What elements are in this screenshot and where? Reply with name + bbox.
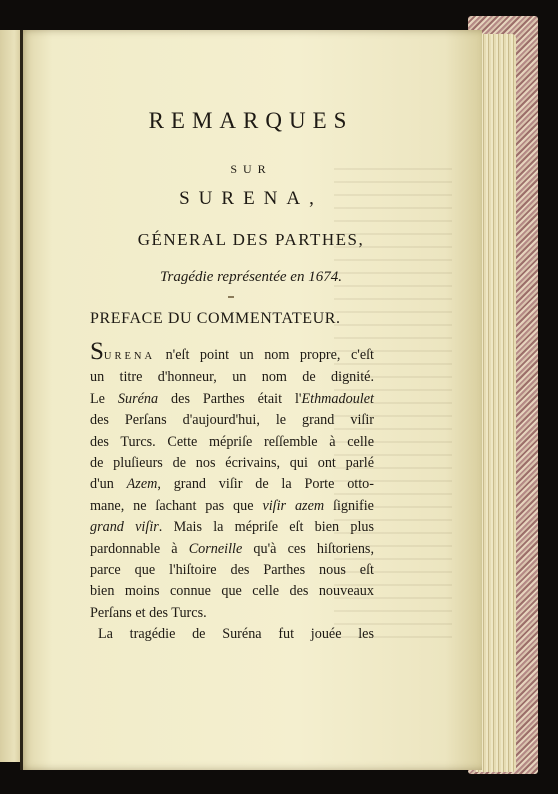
text-line — [90, 517, 374, 538]
text-line: Perſans et des Turcs. — [90, 604, 207, 621]
text-fragment: n'eſt point un nom propre, c'eſt — [155, 347, 374, 363]
performance-note: Tragédie représentée en 1674. — [160, 269, 342, 285]
text-line — [90, 496, 374, 517]
text-line: des Perſans d'aujourd'hui, le grand viſir — [90, 412, 374, 429]
text-fragment: Le — [90, 390, 118, 407]
text-line: bien moins connue que celle des nouveaux — [90, 583, 374, 600]
italic-term: Ethmadoulet — [301, 390, 374, 407]
text-fragment: ſignifie — [324, 497, 374, 514]
text-fragment: , grand viſir de la Porte otto- — [157, 476, 374, 493]
text-line: un titre d'honneur, un nom de dignité. — [90, 369, 374, 386]
title-connector: SUR — [230, 162, 272, 176]
text-line: des Turcs. Cette mépriſe reſſemble à celle — [90, 433, 374, 450]
text-fragment: mane, ne ſachant pas que — [90, 497, 263, 514]
italic-term: grand viſir — [90, 519, 159, 536]
play-title: SURENA, — [179, 188, 323, 209]
italic-term: Suréna — [117, 390, 159, 407]
text-line — [90, 474, 374, 495]
text-line — [90, 338, 374, 367]
italic-term: Azem — [126, 476, 158, 493]
italic-term: viſir azem — [262, 497, 325, 514]
italic-term: Corneille — [188, 540, 243, 557]
text-line — [90, 389, 374, 410]
text-line: parce que l'hiſtoire des Parthes nous eſt — [90, 562, 374, 579]
text-fragment: des Parthes était l' — [158, 390, 302, 407]
text-line: de pluſieurs de nos écrivains, qui ont parlé — [90, 455, 374, 472]
text-line: La tragédie de Suréna fut jouée les — [98, 626, 374, 643]
page-gutter — [20, 30, 23, 770]
small-caps-word: URENA — [103, 351, 156, 362]
page-stack-edges — [476, 34, 516, 772]
text-fragment: d'un — [90, 476, 127, 493]
text-line — [90, 539, 374, 560]
separator-rule — [228, 296, 234, 298]
drop-capital: S — [90, 338, 104, 365]
section-heading: PREFACE DU COMMENTATEUR. — [90, 310, 341, 327]
text-fragment: . Mais la mépriſe eſt bien plus — [158, 519, 375, 536]
text-fragment: qu'à ces hiſtoriens, — [242, 540, 375, 557]
play-subtitle: GÉNERAL DES PARTHES, — [137, 230, 365, 249]
page-title: REMARQUES — [148, 108, 354, 133]
preface-body — [90, 338, 375, 646]
text-fragment: pardonnable à — [90, 540, 189, 557]
